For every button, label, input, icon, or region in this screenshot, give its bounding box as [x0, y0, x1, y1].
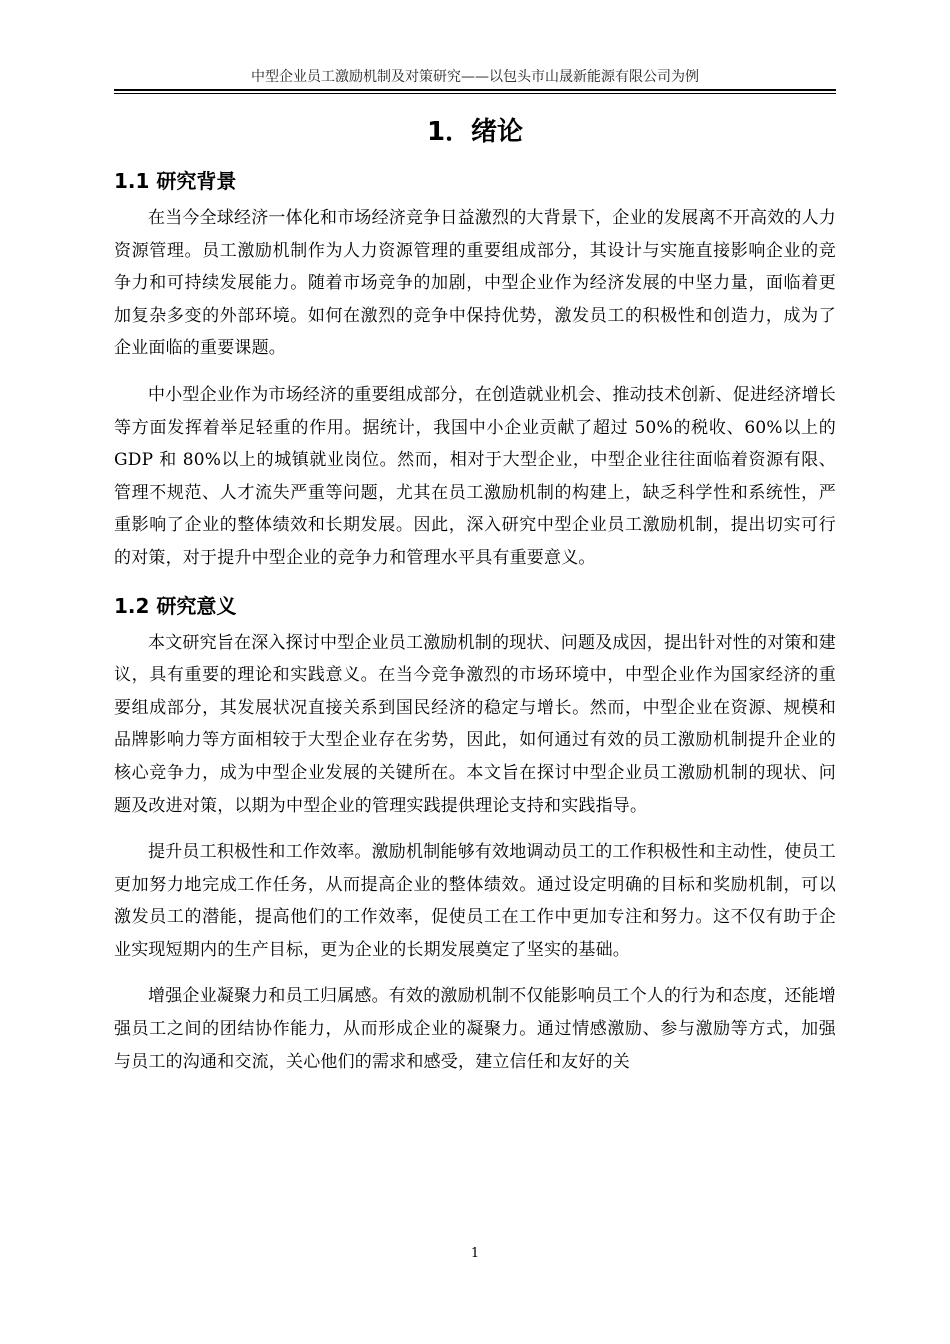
paragraph: 在当今全球经济一体化和市场经济竞争日益激烈的大背景下，企业的发展离不开高效的人力资源管理。员工激励机制作为人力资源管理的重要组成部分，其设计与实施直接影响企业的竞争力和可持续发展能力。随着市场竞争的加剧，中型企业作为经济发展的中坚力量，面临着更加复杂多变的外部环境。如何在激烈的竞争中保持优势，激发员工的积极性和创造力，成为了企业面临的重要课题。 — [114, 208, 836, 359]
paragraph: 提升员工积极性和工作效率。激励机制能够有效地调动员工的工作积极性和主动性，使员工更加努力地完成工作任务，从而提高企业的整体绩效。通过设定明确的目标和奖励机制，可以激发员工的潜能，提高他们的工作效率，促使员工在工作中更加专注和努力。这不仅有助于企业实现短期内的生产目标，更为企业的长期发展奠定了坚实的基础。 — [114, 842, 836, 960]
running-header: 中型企业员工激励机制及对策研究——以包头市山晟新能源有限公司为例 — [251, 69, 699, 85]
page-content — [114, 112, 836, 1092]
section-heading-significance: 1.2 研究意义 — [114, 593, 237, 618]
paragraph: 本文研究旨在深入探讨中型企业员工激励机制的现状、问题及成因，提出针对性的对策和建议，具有重要的理论和实践意义。在当今竞争激烈的市场环境中，中型企业作为国家经济的重要组成部分，其发展状况直接关系到国民经济的稳定与增长。然而，中型企业在资源、规模和品牌影响力等方面相较于大型企业存在劣势，因此，如何通过有效的员工激励机制提升企业的核心竞争力，成为中型企业发展的关键所在。本文旨在探讨中型企业员工激励机制的现状、问题及改进对策，以期为中型企业的管理实践提供理论支持和实践指导。 — [114, 632, 836, 816]
header-rule-thick — [114, 89, 836, 91]
page-number: 1 — [470, 1246, 480, 1261]
paragraph: 增强企业凝聚力和员工归属感。有效的激励机制不仅能影响员工个人的行为和态度，还能增强员工之间的团结协作能力，从而形成企业的凝聚力。通过情感激励、参与激励等方式，加强与员工的沟通和交流，关心他们的需求和感受，建立信任和友好的关 — [114, 986, 836, 1072]
chapter-title: 1．绪论 — [426, 117, 524, 147]
header-rule-thin — [114, 93, 836, 94]
paragraph: 中小型企业作为市场经济的重要组成部分，在创造就业机会、推动技术创新、促进经济增长等方面发挥着举足轻重的作用。据统计，我国中小企业贡献了超过 50%的税收、60%以上的 GDP 和 80%以上的城镇就业岗位。然而，相对于大型企业，中型企业往往面临着资源有限、管理不规范、人才流失严重等问题，尤其在员工激励机制的构建上，缺乏科学性和系统性，严重影响了企业的整体绩效和长期发展。因此，深入研究中型企业员工激励机制，提出切实可行的对策，对于提升中型企业的竞争力和管理水平具有重要意义。 — [114, 384, 836, 568]
section-heading-background: 1.1 研究背景 — [114, 169, 237, 193]
